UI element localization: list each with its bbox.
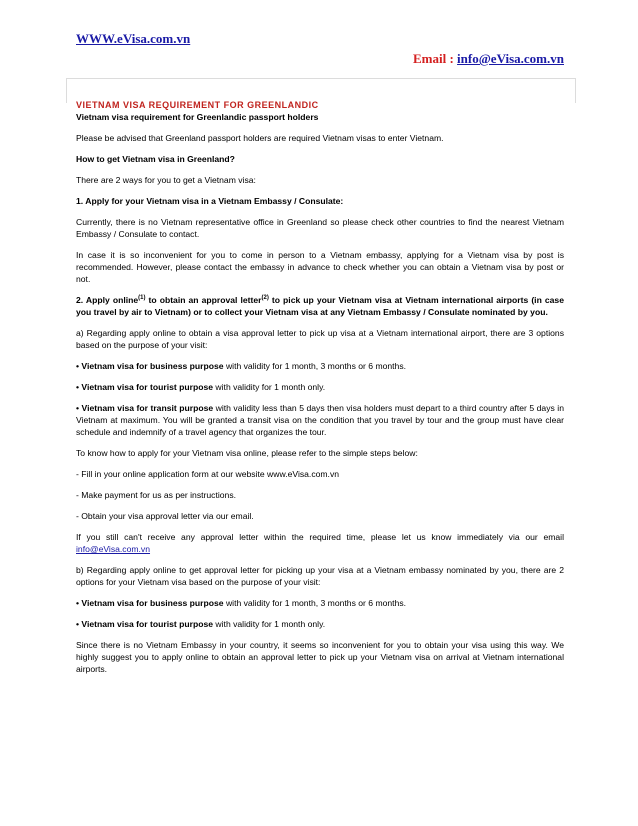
how-heading: How to get Vietnam visa in Greenland?	[76, 154, 235, 164]
a-tourist-item	[76, 381, 564, 393]
a-transit-item	[76, 402, 564, 438]
page-title: VIETNAM VISA REQUIREMENT FOR GREENLANDIC	[76, 100, 319, 110]
email-link[interactable]: info@eVisa.com.vn	[457, 51, 564, 66]
document-body	[76, 99, 564, 684]
ways-paragraph: There are 2 ways for you to get a Vietnam visa:	[76, 175, 256, 185]
way2-heading	[76, 294, 564, 318]
contact-text: If you still can't receive any approval letter within the required time, please let us know immediately via our email	[76, 532, 564, 542]
b-business-rest: with validity for 1 month, 3 months or 6 months.	[223, 598, 407, 608]
step-1: - Fill in your online application form at our website www.eVisa.com.vn	[76, 469, 340, 479]
intro-paragraph: Please be advised that Greenland passport holders are required Vietnam visas to enter Vietnam.	[76, 133, 444, 143]
email-label: Email :	[412, 51, 458, 66]
way2-part2: to obtain an approval letter	[145, 295, 262, 305]
contact-paragraph	[76, 531, 564, 555]
steps-intro: To know how to apply for your Vietnam visa online, please refer to the simple steps below:	[76, 448, 418, 458]
a-business-item	[76, 360, 564, 372]
closing-paragraph: Since there is no Vietnam Embassy in your country, it seems so inconvenient for you to obtain your visa using this way. We highly suggest you to apply online to obtain an approval letter to pick up your Vietnam visa on arrival at Vietnam international airports.	[76, 640, 564, 674]
a-tourist-label: • Vietnam visa for tourist purpose	[76, 382, 214, 392]
a-transit-label: • Vietnam visa for transit purpose	[76, 403, 214, 413]
b-business-label: • Vietnam visa for business purpose	[76, 598, 224, 608]
footnote-1: (1)	[138, 295, 146, 302]
step-2: - Make payment for us as per instructions.	[76, 490, 237, 500]
way1-paragraph-2: In case it is so inconvenient for you to come in person to a Vietnam embassy, applying for a Vietnam visa by post is recommended. However, please contact the embassy in advance to check whether you can obtain a Vietnam visa by post or not.	[76, 250, 564, 284]
a-transit-rest: with validity less than 5 days then visa holders must depart to a third country after 5 days in Vietnam at maximum. You will be granted a transit visa on the condition that you travel by tour and the group must have clear schedule and indemnify of a travel agency that organizes the tour.	[76, 403, 564, 437]
way1-heading: 1. Apply for your Vietnam visa in a Vietnam Embassy / Consulate:	[76, 196, 344, 206]
way2-part3: to pick up your Vietnam visa at Vietnam international airports (in case you travel by air to Vietnam) or to collect your Vietnam visa at any Vietnam Embassy / Consulate nominated by you.	[76, 295, 564, 317]
b-tourist-label: • Vietnam visa for tourist purpose	[76, 619, 214, 629]
a-business-label: • Vietnam visa for business purpose	[76, 361, 224, 371]
a-tourist-rest: with validity for 1 month only.	[213, 382, 326, 392]
option-a-paragraph: a) Regarding apply online to obtain a visa approval letter to pick up visa at a Vietnam international airport, there are 3 options based on the purpose of your visit:	[76, 328, 564, 350]
email-header	[413, 51, 564, 67]
way1-paragraph-1: Currently, there is no Vietnam representative office in Greenland so please check other countries to find the nearest Vietnam Embassy / Consulate to contact.	[76, 217, 564, 239]
way2-part1: 2. Apply online	[76, 295, 139, 305]
a-business-rest: with validity for 1 month, 3 months or 6 months.	[223, 361, 407, 371]
b-tourist-rest: with validity for 1 month only.	[213, 619, 326, 629]
step-3: - Obtain your visa approval letter via our email.	[76, 511, 254, 521]
footnote-2: (2)	[261, 295, 269, 302]
b-business-item	[76, 597, 564, 609]
website-link[interactable]: WWW.eVisa.com.vn	[76, 31, 191, 46]
page-subtitle: Vietnam visa requirement for Greenlandic passport holders	[76, 112, 319, 122]
contact-email-link[interactable]: info@eVisa.com.vn	[76, 544, 151, 554]
option-b-paragraph: b) Regarding apply online to get approval letter for picking up your visa at a Vietnam embassy nominated by you, there are 2 options for your Vietnam visa based on the purpose of your visit:	[76, 565, 564, 587]
b-tourist-item	[76, 618, 564, 630]
